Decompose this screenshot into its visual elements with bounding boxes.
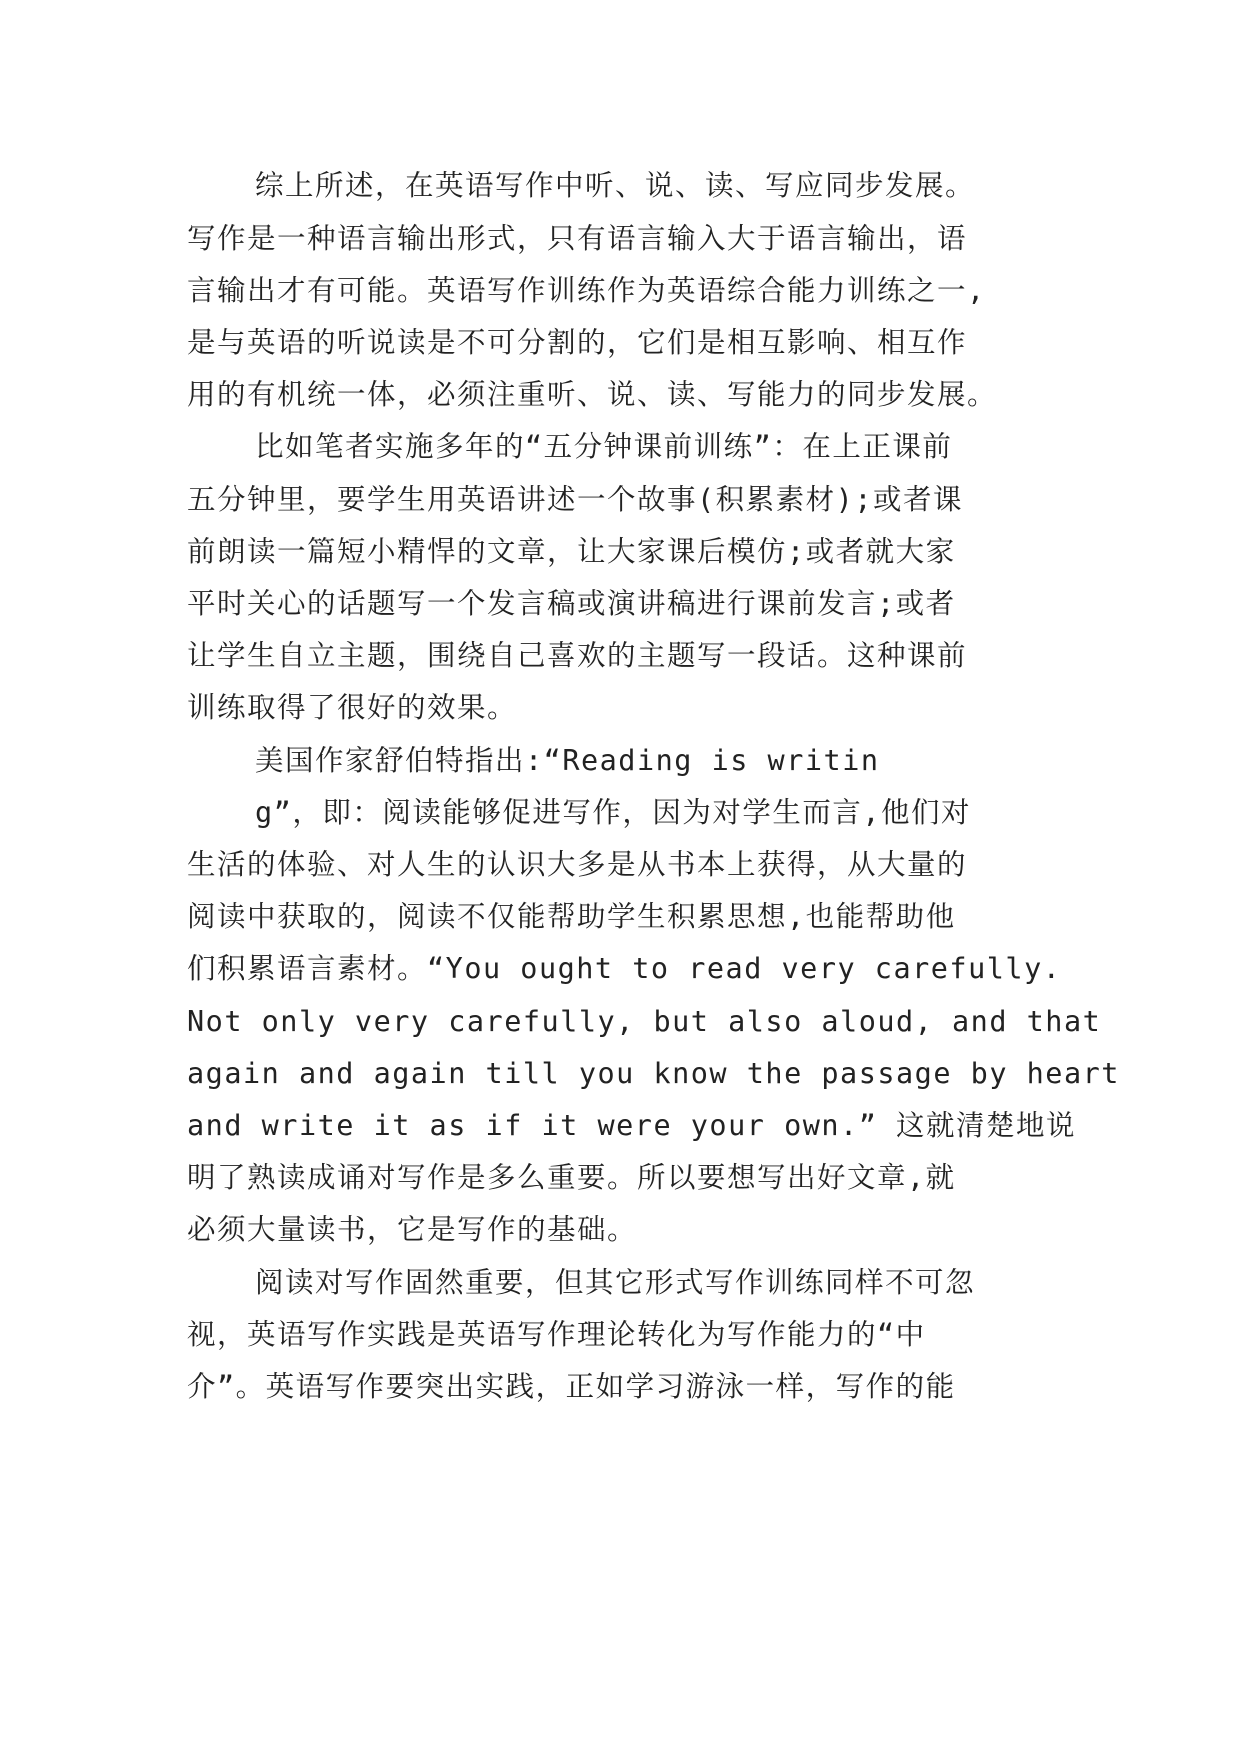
paragraph-3-line-8: and write it as if it were your own.” 这就清楚地说 <box>187 1109 1077 1142</box>
paragraph-3-line-10: 必须大量读书，它是写作的基础。 <box>187 1213 638 1246</box>
paragraph-2-line-6: 训练取得了很好的效果。 <box>187 691 518 724</box>
paragraph-1-line-5: 用的有机统一体，必须注重听、说、读、写能力的同步发展。 <box>187 378 998 411</box>
paragraph-2-line-4: 平时关心的话题写一个发言稿或演讲稿进行课前发言;或者 <box>187 587 956 620</box>
paragraph-2-line-5: 让学生自立主题，围绕自己喜欢的主题写一段话。这种课前 <box>187 639 968 672</box>
paragraph-3-line-6: Not only very carefully, but also aloud, and that <box>187 1005 1102 1038</box>
paragraph-3-line-2: g”，即：阅读能够促进写作，因为对学生而言,他们对 <box>255 796 971 829</box>
paragraph-3-line-1: 美国作家舒伯特指出:“Reading is writin <box>255 744 880 777</box>
paragraph-1-line-2: 写作是一种语言输出形式，只有语言输入大于语言输出，语 <box>187 222 968 255</box>
paragraph-2-line-1: 比如笔者实施多年的“五分钟课前训练”：在上正课前 <box>255 430 953 463</box>
paragraph-4-line-1: 阅读对写作固然重要，但其它形式写作训练同样不可忽 <box>255 1266 976 1299</box>
paragraph-3-line-9: 明了熟读成诵对写作是多么重要。所以要想写出好文章,就 <box>187 1161 956 1194</box>
paragraph-3-line-5: 们积累语言素材。“You ought to read very carefully. <box>187 952 1062 985</box>
paragraph-1-line-1: 综上所述，在英语写作中听、说、读、写应同步发展。 <box>255 169 976 202</box>
paragraph-3-line-4: 阅读中获取的，阅读不仅能帮助学生积累思想,也能帮助他 <box>187 900 956 933</box>
paragraph-1-line-4: 是与英语的听说读是不可分割的，它们是相互影响、相互作 <box>187 326 968 359</box>
paragraph-2-line-2: 五分钟里，要学生用英语讲述一个故事(积累素材);或者课 <box>187 483 963 516</box>
paragraph-4-line-3: 介”。英语写作要突出实践，正如学习游泳一样，写作的能 <box>187 1370 956 1403</box>
paragraph-1-line-3: 言输出才有可能。英语写作训练作为英语综合能力训练之一, <box>187 274 986 307</box>
paragraph-4-line-2: 视，英语写作实践是英语写作理论转化为写作能力的“中 <box>187 1318 926 1351</box>
paragraph-3-line-3: 生活的体验、对人生的认识大多是从书本上获得，从大量的 <box>187 848 968 881</box>
paragraph-3-line-7: again and again till you know the passage by heart <box>187 1057 1120 1090</box>
paragraph-2-line-3: 前朗读一篇短小精悍的文章，让大家课后模仿;或者就大家 <box>187 535 956 568</box>
